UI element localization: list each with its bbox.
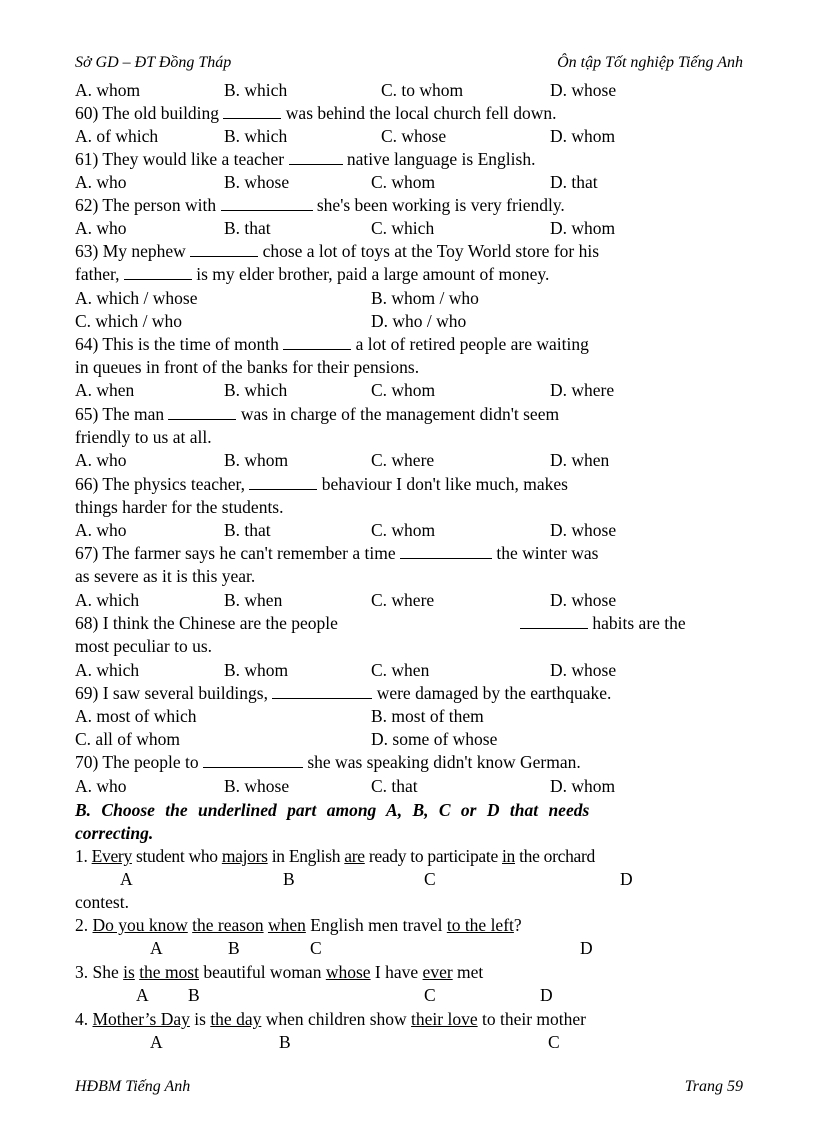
- q66-opt-c: C. whom: [371, 520, 436, 540]
- b4-sentence: 4. Mother’s Day is the day when children show their love to their mother: [75, 1009, 587, 1029]
- q59-opt-a: A. whom: [75, 80, 141, 100]
- q61-stem: 61) They would like a teacher native language is English.: [75, 149, 536, 169]
- q68-opt-d: D. whose: [550, 660, 617, 680]
- q62-opt-a: A. who: [75, 218, 127, 238]
- q64-stem: 64) This is the time of month a lot of retired people are waiting: [75, 334, 589, 354]
- q70-opt-b: B. whose: [224, 776, 290, 796]
- b4-label-c: C: [548, 1032, 560, 1052]
- q64-opt-d: D. where: [550, 380, 615, 400]
- q62-opt-b: B. that: [224, 218, 271, 238]
- q63-stem: 63) My nephew chose a lot of toys at the Toy World store for his: [75, 241, 600, 261]
- q64-opt-b: B. which: [224, 380, 288, 400]
- section-b-heading-2: correcting.: [75, 823, 154, 843]
- q67-opt-c: C. where: [371, 590, 435, 610]
- b1-continuation: contest.: [75, 892, 129, 912]
- b4-label-a: A: [150, 1032, 163, 1052]
- q66-opt-a: A. who: [75, 520, 127, 540]
- q68-stem-right: habits are the: [520, 613, 686, 633]
- q67-opt-d: D. whose: [550, 590, 617, 610]
- b2-label-a: A: [150, 938, 163, 958]
- header-left: Sở GD – ĐT Đồng Tháp: [75, 54, 232, 71]
- section-b-heading: B. Choose the underlined part among A, B, C or D that needs: [75, 800, 590, 820]
- q62-opt-c: C. which: [371, 218, 435, 238]
- q63-opt-c: C. which / who: [75, 311, 182, 331]
- q64-stem-2: in queues in front of the banks for their pensions.: [75, 357, 420, 377]
- b3-label-c: C: [424, 985, 436, 1005]
- b3-label-b: B: [188, 985, 200, 1005]
- q64-opt-a: A. when: [75, 380, 135, 400]
- q66-opt-d: D. whose: [550, 520, 617, 540]
- q59-opt-b: B. which: [224, 80, 288, 100]
- q67-stem-2: as severe as it is this year.: [75, 566, 256, 586]
- q70-opt-a: A. who: [75, 776, 127, 796]
- q61-opt-a: A. who: [75, 172, 127, 192]
- q59-opt-c: C. to whom: [381, 80, 464, 100]
- b1-label-b: B: [283, 869, 295, 889]
- footer-right: Trang 59: [684, 1078, 743, 1095]
- q66-stem: 66) The physics teacher, behaviour I don't like much, makes: [75, 474, 568, 494]
- q65-stem: 65) The man was in charge of the management didn't seem: [75, 404, 560, 424]
- q61-opt-d: D. that: [550, 172, 598, 192]
- b2-sentence: 2. Do you know the reason when English men travel to the left?: [75, 915, 522, 935]
- q65-opt-b: B. whom: [224, 450, 289, 470]
- q62-opt-d: D. whom: [550, 218, 616, 238]
- q63-stem-2: father, is my elder brother, paid a large amount of money.: [75, 264, 550, 284]
- b3-sentence: 3. She is the most beautiful woman whose I have ever met: [75, 962, 484, 982]
- b2-label-b: B: [228, 938, 240, 958]
- q68-opt-b: B. whom: [224, 660, 289, 680]
- q69-opt-b: B. most of them: [371, 706, 484, 726]
- q66-opt-b: B. that: [224, 520, 271, 540]
- q68-opt-a: A. which: [75, 660, 140, 680]
- q63-opt-b: B. whom / who: [371, 288, 479, 308]
- q69-opt-d: D. some of whose: [371, 729, 498, 749]
- b3-label-d: D: [540, 985, 553, 1005]
- q69-stem: 69) I saw several buildings, were damaged by the earthquake.: [75, 683, 612, 703]
- q63-opt-d: D. who / who: [371, 311, 467, 331]
- q67-stem: 67) The farmer says he can't remember a time the winter was: [75, 543, 599, 563]
- b1-sentence: 1. Every student who majors in English are ready to participate in the orchard: [75, 846, 595, 866]
- q65-opt-c: C. where: [371, 450, 435, 470]
- footer-left: HĐBM Tiếng Anh: [75, 1078, 191, 1095]
- q62-stem: 62) The person with she's been working is very friendly.: [75, 195, 565, 215]
- q60-opt-a: A. of which: [75, 126, 159, 146]
- q70-opt-c: C. that: [371, 776, 418, 796]
- q70-opt-d: D. whom: [550, 776, 616, 796]
- q69-opt-a: A. most of which: [75, 706, 197, 726]
- b1-label-a: A: [120, 869, 133, 889]
- q65-opt-d: D. when: [550, 450, 610, 470]
- q68-opt-c: C. when: [371, 660, 430, 680]
- q60-opt-c: C. whose: [381, 126, 447, 146]
- q61-opt-c: C. whom: [371, 172, 436, 192]
- b2-label-c: C: [310, 938, 322, 958]
- q59-opt-d: D. whose: [550, 80, 617, 100]
- q68-stem-2: most peculiar to us.: [75, 636, 213, 656]
- q60-opt-b: B. which: [224, 126, 288, 146]
- q67-opt-a: A. which: [75, 590, 140, 610]
- q67-opt-b: B. when: [224, 590, 283, 610]
- b3-label-a: A: [136, 985, 149, 1005]
- q64-opt-c: C. whom: [371, 380, 436, 400]
- b4-label-b: B: [279, 1032, 291, 1052]
- b1-label-d: D: [620, 869, 633, 889]
- header-right: Ôn tập Tốt nghiệp Tiếng Anh: [557, 54, 743, 71]
- q68-stem: 68) I think the Chinese are the people: [75, 613, 338, 633]
- b1-label-c: C: [424, 869, 436, 889]
- b2-label-d: D: [580, 938, 593, 958]
- q63-opt-a: A. which / whose: [75, 288, 198, 308]
- q60-stem: 60) The old building was behind the local church fell down.: [75, 103, 557, 123]
- q66-stem-2: things harder for the students.: [75, 497, 284, 517]
- q61-opt-b: B. whose: [224, 172, 290, 192]
- q65-stem-2: friendly to us at all.: [75, 427, 212, 447]
- q70-stem: 70) The people to she was speaking didn't know German.: [75, 752, 581, 772]
- q65-opt-a: A. who: [75, 450, 127, 470]
- q69-opt-c: C. all of whom: [75, 729, 180, 749]
- q60-opt-d: D. whom: [550, 126, 616, 146]
